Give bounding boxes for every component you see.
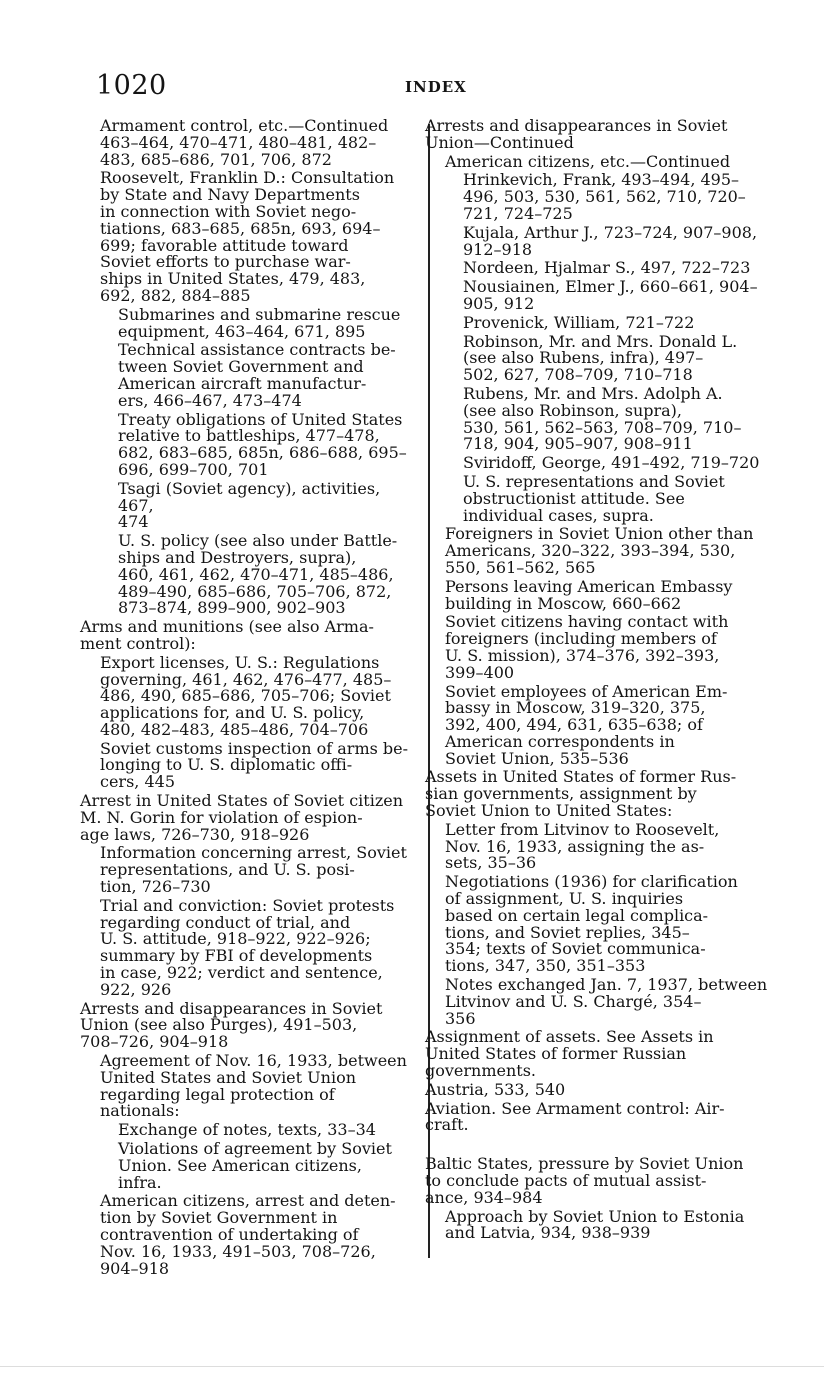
index-entry-text: Nordeen, Hjalmar S., 497, 722–723 bbox=[463, 258, 751, 278]
index-entry-text: Trial and conviction: Soviet protests regarding conduct of trial, and U. S. attitude, 918–922, 922–926; summary by FBI of developments in case, 922; verdict and sentence, 922, 926 bbox=[100, 895, 395, 999]
index-entry bbox=[80, 793, 420, 843]
index-entry-text: Robinson, Mr. and Mrs. Donald L. (see also Rubens, infra), 497– 502, 627, 708–709, 710–718 bbox=[463, 331, 738, 385]
section-gap bbox=[425, 1136, 775, 1156]
index-entry bbox=[445, 576, 775, 613]
index-entry bbox=[445, 874, 775, 975]
index-entry bbox=[80, 998, 420, 1052]
index-entry-text: Negotiations (1936) for clarification of assignment, U. S. inquiries based on certain legal complica- tions, and Soviet replies, 345– 354; texts of Soviet communica- tions, 347, 350, 351–353 bbox=[445, 872, 738, 976]
index-entry bbox=[463, 331, 775, 385]
index-entry bbox=[425, 1098, 775, 1135]
index-entry-text: Foreigners in Soviet Union other than Americans, 320–322, 393–394, 530, 550, 561–562, 565 bbox=[445, 524, 754, 577]
index-entry bbox=[100, 170, 420, 304]
index-entry-text: Assignment of assets. See Assets in United States of former Russian governments. bbox=[425, 1027, 714, 1081]
index-entry bbox=[463, 279, 775, 313]
index-entry-text: Persons leaving American Embassy building in Moscow, 660–662 bbox=[445, 576, 733, 613]
index-entry bbox=[100, 118, 420, 168]
index-entry bbox=[80, 619, 420, 653]
index-entry-text: Kujala, Arthur J., 723–724, 907–908, 912–918 bbox=[463, 222, 758, 259]
index-entry bbox=[463, 222, 775, 259]
index-entry-text: Sviridoff, George, 491–492, 719–720 bbox=[463, 453, 760, 473]
right-column bbox=[425, 118, 775, 1244]
index-entry-text: Baltic States, pressure by Soviet Union to conclude pacts of mutual assist- ance, 934–984 bbox=[425, 1154, 744, 1207]
index-entry-text: Arrests and disappearances in Soviet Union (see also Purges), 491–503, 708–726, 904–918 bbox=[80, 998, 383, 1052]
index-entry bbox=[425, 1029, 775, 1079]
index-entry bbox=[100, 845, 420, 895]
index-entry bbox=[425, 769, 775, 819]
index-entry-text: U. S. representations and Soviet obstructionist attitude. See individual cases, supra. bbox=[463, 471, 725, 525]
index-entry bbox=[463, 455, 775, 472]
index-entry-text: Hrinkevich, Frank, 493–494, 495– 496, 503, 530, 561, 562, 710, 720– 721, 724–725 bbox=[463, 170, 746, 223]
index-entry-text: Arrests and disappearances in Soviet Union—Continued bbox=[425, 116, 728, 152]
index-entry-text: Approach by Soviet Union to Estonia and Latvia, 934, 938–939 bbox=[445, 1206, 745, 1243]
index-entry-text: Submarines and submarine rescue equipment, 463–464, 671, 895 bbox=[118, 304, 401, 341]
index-entry-text: Aviation. See Armament control: Air- craft. bbox=[425, 1098, 725, 1135]
index-entry bbox=[118, 1122, 420, 1139]
page-number: 1020 bbox=[96, 70, 167, 101]
index-entry bbox=[118, 342, 420, 409]
index-entry-text: Agreement of Nov. 16, 1933, between United States and Soviet Union regarding legal protection of nationals: bbox=[100, 1051, 407, 1121]
index-entry-text: Arms and munitions (see also Arma- ment control): bbox=[80, 617, 374, 653]
index-entry-text: Nousiainen, Elmer J., 660–661, 904– 905, 912 bbox=[463, 277, 758, 313]
index-entry-text: Export licenses, U. S.: Regulations governing, 461, 462, 476–477, 485– 486, 490, 685–686, 705–706; Soviet applications for, and U. S. policy, 480, 482–483, 485–486, 704–706 bbox=[100, 652, 392, 739]
index-entry bbox=[425, 1079, 775, 1099]
index-entry bbox=[100, 738, 420, 792]
running-head: INDEX bbox=[405, 78, 467, 96]
index-entry-text: Roosevelt, Franklin D.: Consultation by State and Navy Departments in connection with Soviet nego- tiations, 683–685, 685n, 693, 694– 699; favorable attitude toward Soviet efforts to purchase war- ships in United States, 479, 483, 692, 882, 884–885 bbox=[100, 168, 395, 305]
index-entry bbox=[463, 172, 775, 222]
index-entry-text: U. S. policy (see also under Battle- ships and Destroyers, supra), 460, 461, 462, 470–471, 485–486, 489–490, 685–686, 705–706, 872, 873–874, 899–900, 902–903 bbox=[118, 531, 398, 618]
index-entry-text: Provenick, William, 721–722 bbox=[463, 312, 695, 332]
index-entry bbox=[463, 383, 775, 454]
index-entry bbox=[463, 260, 775, 277]
index-entry bbox=[425, 1156, 775, 1206]
index-entry bbox=[118, 533, 420, 617]
index-entry-text: Rubens, Mr. and Mrs. Adolph A. (see also Robinson, supra), 530, 561, 562–563, 708–709, 710– 718, 904, 905–907, 908–911 bbox=[463, 383, 742, 454]
index-entry-text: Notes exchanged Jan. 7, 1937, between Litvinov and U. S. Chargé, 354– 356 bbox=[445, 975, 768, 1028]
index-entry-text: Austria, 533, 540 bbox=[425, 1079, 566, 1099]
index-entry-text: American citizens, arrest and deten- tion by Soviet Government in contravention of undertaking of Nov. 16, 1933, 491–503, 708–726, 904–918 bbox=[100, 1191, 396, 1278]
index-entry bbox=[463, 471, 775, 525]
index-entry-text: Armament control, etc.—Continued 463–464, 470–471, 480–481, 482– 483, 685–686, 701, 706, 872 bbox=[100, 116, 389, 169]
index-entry bbox=[425, 118, 775, 152]
index-entry bbox=[118, 1141, 420, 1191]
index-entry bbox=[445, 614, 775, 681]
index-entry bbox=[445, 977, 775, 1027]
index-entry bbox=[100, 895, 420, 999]
index-entry bbox=[100, 1053, 420, 1120]
index-entry-text: Arrest in United States of Soviet citizen M. N. Gorin for violation of espion- age laws, 726–730, 918–926 bbox=[80, 791, 404, 844]
index-entry-text: Tsagi (Soviet agency), activities, 467, 474 bbox=[118, 478, 381, 532]
index-entry-text: Assets in United States of former Rus- sian governments, assignment by Soviet Union to United States: bbox=[425, 767, 737, 821]
index-entry-text: Exchange of notes, texts, 33–34 bbox=[118, 1120, 376, 1140]
index-entry-text: American citizens, etc.—Continued bbox=[445, 151, 731, 171]
index-entry bbox=[445, 681, 775, 768]
index-entry-text: Soviet employees of American Em- bassy in Moscow, 319–320, 375, 392, 400, 494, 631, 635–638; of American correspondents in Soviet Union, 535–536 bbox=[445, 681, 728, 768]
index-entry bbox=[445, 526, 775, 576]
index-entry-text: Information concerning arrest, Soviet representations, and U. S. posi- tion, 726–730 bbox=[100, 843, 407, 897]
page-bottom-edge bbox=[0, 1366, 824, 1367]
index-entry-text: Letter from Litvinov to Roosevelt, Nov. 16, 1933, assigning the as- sets, 35–36 bbox=[445, 819, 720, 873]
index-entry bbox=[118, 409, 420, 479]
index-entry bbox=[445, 151, 775, 171]
index-entry bbox=[463, 312, 775, 332]
left-column bbox=[80, 118, 420, 1279]
index-entry bbox=[100, 652, 420, 739]
index-entry bbox=[445, 819, 775, 873]
index-entry-text: Treaty obligations of United States relative to battleships, 477–478, 682, 683–685, 685n, 686–688, 695– 696, 699–700, 701 bbox=[118, 409, 407, 479]
index-entry-text: Violations of agreement by Soviet Union. See American citizens, infra. bbox=[118, 1139, 392, 1192]
index-entry bbox=[445, 1206, 775, 1243]
index-entry-text: Technical assistance contracts be- tween Soviet Government and American aircraft manufactur- ers, 466–467, 473–474 bbox=[118, 340, 396, 410]
index-entry-text: Soviet citizens having contact with foreigners (including members of U. S. mission), 374–376, 392–393, 399–400 bbox=[445, 612, 729, 682]
index-entry bbox=[118, 304, 420, 341]
index-entry-text: Soviet customs inspection of arms be- longing to U. S. diplomatic offi- cers, 445 bbox=[100, 738, 409, 792]
index-entry bbox=[118, 478, 420, 532]
index-entry bbox=[100, 1193, 420, 1277]
